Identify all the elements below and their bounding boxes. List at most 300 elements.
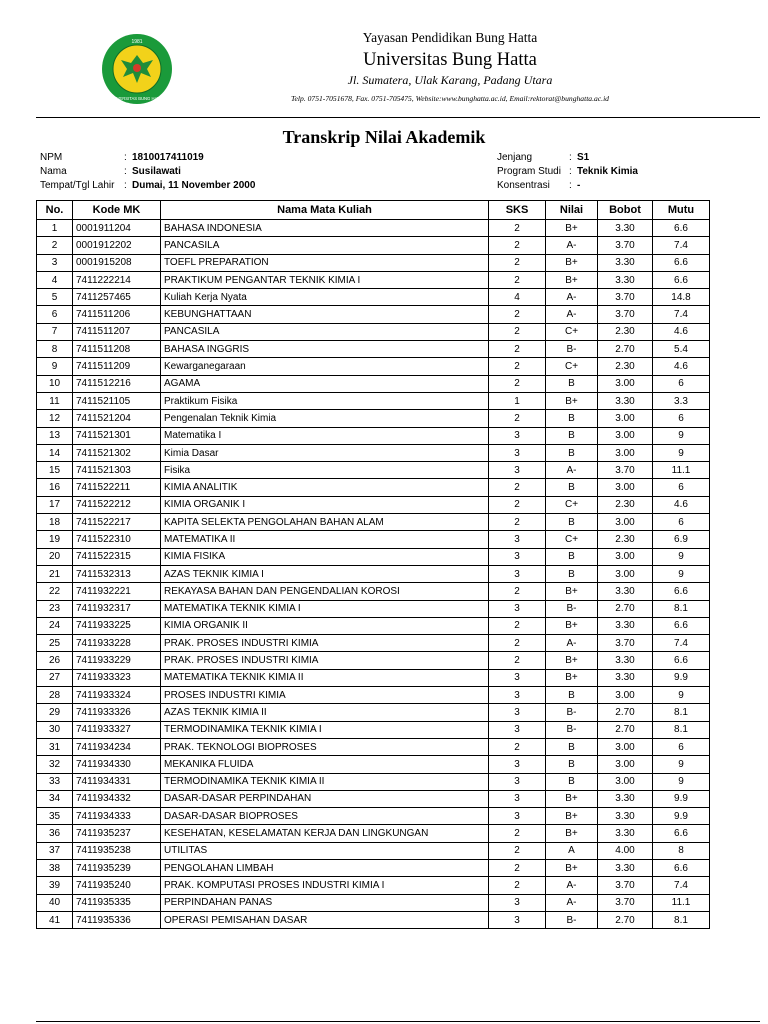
cell-no: 5 [37,289,73,306]
cell-grade: B+ [546,825,598,842]
cell-weight: 2.30 [598,358,653,375]
cell-no: 39 [37,877,73,894]
cell-quality: 4.6 [653,323,710,340]
cell-grade: B [546,687,598,704]
cell-grade: B- [546,721,598,738]
cell-credits: 2 [489,358,546,375]
cell-credits: 3 [489,704,546,721]
cell-weight: 3.00 [598,773,653,790]
cell-course-name: UTILITAS [161,842,489,859]
foundation-name: Yayasan Pendidikan Bung Hatta [362,30,538,45]
logo-text: UNIVERSITAS BUNG HATTA [109,96,165,101]
table-header-row [37,201,710,220]
cell-credits: 2 [489,825,546,842]
cell-credits: 2 [489,496,546,513]
table-row [37,738,710,755]
cell-weight: 3.30 [598,790,653,807]
cell-credits: 2 [489,842,546,859]
birth-value: Dumai, 11 November 2000 [132,180,256,191]
cell-weight: 3.30 [598,220,653,237]
table-row [37,565,710,582]
name-value: Susilawati [132,166,181,177]
cell-course-code: 7411935336 [73,911,161,928]
cell-credits: 2 [489,323,546,340]
cell-course-code: 7411935240 [73,877,161,894]
cell-weight: 3.30 [598,825,653,842]
name-label: Nama [40,166,67,177]
cell-no: 33 [37,773,73,790]
cell-course-name: Praktikum Fisika [161,392,489,409]
cell-weight: 3.70 [598,289,653,306]
table-row [37,289,710,306]
cell-no: 3 [37,254,73,271]
table-row [37,652,710,669]
cell-weight: 3.70 [598,462,653,479]
cell-grade: A- [546,237,598,254]
cell-quality: 6 [653,479,710,496]
table-row [37,825,710,842]
program-info [497,151,638,193]
cell-grade: B- [546,911,598,928]
cell-course-name: KAPITA SELEKTA PENGOLAHAN BAHAN ALAM [161,514,489,531]
cell-credits: 3 [489,462,546,479]
cell-weight: 2.30 [598,496,653,513]
cell-credits: 2 [489,220,546,237]
university-name: Universitas Bung Hatta [363,50,537,70]
cell-weight: 3.00 [598,565,653,582]
cell-weight: 2.70 [598,911,653,928]
table-row [37,375,710,392]
cell-no: 13 [37,427,73,444]
university-address: Jl. Sumatera, Ulak Karang, Padang Utara [347,73,553,87]
cell-quality: 11.1 [653,894,710,911]
table-row [37,220,710,237]
cell-grade: B+ [546,583,598,600]
cell-credits: 2 [489,583,546,600]
cell-grade: C+ [546,358,598,375]
table-row [37,271,710,288]
cell-course-code: 7411522212 [73,496,161,513]
cell-course-name: KIMIA ORGANIK I [161,496,489,513]
cell-grade: B+ [546,254,598,271]
cell-credits: 3 [489,687,546,704]
header-no: No. [37,201,73,220]
table-row [37,808,710,825]
cell-no: 28 [37,687,73,704]
cell-quality: 11.1 [653,462,710,479]
cell-course-code: 7411932317 [73,600,161,617]
cell-course-code: 0001915208 [73,254,161,271]
cell-quality: 9 [653,687,710,704]
cell-no: 37 [37,842,73,859]
cell-course-name: PROSES INDUSTRI KIMIA [161,687,489,704]
cell-grade: A- [546,894,598,911]
cell-quality: 7.4 [653,635,710,652]
cell-credits: 2 [489,877,546,894]
cell-quality: 8.1 [653,721,710,738]
separator: : [124,166,127,177]
table-row [37,911,710,928]
separator: : [569,152,572,163]
cell-credits: 3 [489,756,546,773]
table-row [37,704,710,721]
table-row [37,548,710,565]
cell-grade: B+ [546,859,598,876]
header-divider [36,117,760,118]
cell-no: 16 [37,479,73,496]
cell-quality: 7.4 [653,877,710,894]
concentration-label: Konsentrasi [497,180,550,191]
university-contact: Telp. 0751-7051678, Fax. 0751-705475, Website:www.bunghatta.ac.id, Email:rektorat@bunghatta.ac.id [291,94,609,103]
table-row [37,410,710,427]
cell-quality: 4.6 [653,358,710,375]
cell-weight: 3.30 [598,669,653,686]
cell-no: 31 [37,738,73,755]
cell-credits: 2 [489,635,546,652]
cell-course-code: 7411933225 [73,617,161,634]
cell-course-code: 7411935239 [73,859,161,876]
cell-credits: 2 [489,271,546,288]
table-row [37,635,710,652]
cell-course-code: 7411935335 [73,894,161,911]
cell-credits: 3 [489,808,546,825]
cell-weight: 2.70 [598,600,653,617]
cell-course-code: 7411933229 [73,652,161,669]
cell-weight: 3.00 [598,375,653,392]
cell-grade: A [546,842,598,859]
cell-credits: 2 [489,254,546,271]
cell-quality: 6 [653,375,710,392]
cell-course-code: 7411257465 [73,289,161,306]
table-row [37,894,710,911]
header-course-code: Kode MK [73,201,161,220]
cell-quality: 6.6 [653,652,710,669]
table-row [37,392,710,409]
table-row [37,254,710,271]
cell-quality: 5.4 [653,341,710,358]
cell-grade: B [546,444,598,461]
cell-course-name: BAHASA INGGRIS [161,341,489,358]
cell-course-code: 7411934332 [73,790,161,807]
cell-course-name: Kewarganegaraan [161,358,489,375]
npm-label: NPM [40,152,63,163]
student-info [40,151,255,193]
cell-weight: 3.70 [598,877,653,894]
cell-no: 34 [37,790,73,807]
cell-course-name: PENGOLAHAN LIMBAH [161,859,489,876]
table-row [37,669,710,686]
cell-quality: 8.1 [653,704,710,721]
cell-course-code: 7411933327 [73,721,161,738]
cell-no: 21 [37,565,73,582]
header-course-name: Nama Mata Kuliah [161,201,489,220]
cell-credits: 2 [489,306,546,323]
cell-weight: 3.00 [598,548,653,565]
table-row [37,341,710,358]
table-row [37,427,710,444]
cell-credits: 3 [489,444,546,461]
cell-course-code: 7411511209 [73,358,161,375]
separator: : [124,152,127,163]
cell-no: 41 [37,911,73,928]
study-label: Program Studi [497,166,561,177]
level-label: Jenjang [497,152,533,163]
cell-credits: 2 [489,479,546,496]
cell-course-code: 7411521302 [73,444,161,461]
cell-weight: 2.30 [598,323,653,340]
cell-no: 7 [37,323,73,340]
cell-grade: B [546,410,598,427]
logo-year: 1981 [131,39,143,45]
cell-no: 19 [37,531,73,548]
cell-no: 23 [37,600,73,617]
cell-course-code: 7411935238 [73,842,161,859]
cell-course-name: MATEMATIKA II [161,531,489,548]
cell-grade: A- [546,306,598,323]
separator: : [569,180,572,191]
cell-no: 36 [37,825,73,842]
cell-weight: 4.00 [598,842,653,859]
cell-no: 12 [37,410,73,427]
birth-label: Tempat/Tgl Lahir [40,180,115,191]
cell-course-code: 7411511208 [73,341,161,358]
cell-credits: 2 [489,410,546,427]
cell-course-code: 7411512216 [73,375,161,392]
cell-quality: 8 [653,842,710,859]
cell-course-code: 7411934331 [73,773,161,790]
cell-no: 22 [37,583,73,600]
table-row [37,877,710,894]
cell-course-code: 7411935237 [73,825,161,842]
cell-weight: 3.00 [598,687,653,704]
cell-course-name: MATEMATIKA TEKNIK KIMIA I [161,600,489,617]
cell-no: 25 [37,635,73,652]
cell-weight: 3.00 [598,444,653,461]
cell-course-name: PRAK. KOMPUTASI PROSES INDUSTRI KIMIA I [161,877,489,894]
cell-weight: 3.70 [598,237,653,254]
cell-credits: 2 [489,652,546,669]
cell-no: 18 [37,514,73,531]
header-credits: SKS [489,201,546,220]
cell-weight: 3.30 [598,254,653,271]
cell-grade: B+ [546,392,598,409]
separator: : [569,166,572,177]
cell-grade: B [546,756,598,773]
cell-weight: 3.00 [598,410,653,427]
cell-course-name: MEKANIKA FLUIDA [161,756,489,773]
cell-credits: 2 [489,738,546,755]
cell-course-code: 7411934333 [73,808,161,825]
cell-credits: 3 [489,548,546,565]
cell-grade: B+ [546,220,598,237]
cell-weight: 3.30 [598,808,653,825]
cell-quality: 7.4 [653,237,710,254]
cell-grade: C+ [546,531,598,548]
header-grade: Nilai [546,201,598,220]
cell-course-name: AZAS TEKNIK KIMIA II [161,704,489,721]
cell-course-name: KIMIA ANALITIK [161,479,489,496]
cell-course-code: 7411521105 [73,392,161,409]
cell-quality: 9.9 [653,669,710,686]
cell-quality: 9 [653,444,710,461]
cell-course-name: Matematika I [161,427,489,444]
separator: : [124,180,127,191]
cell-grade: B [546,514,598,531]
cell-weight: 2.70 [598,721,653,738]
table-row [37,790,710,807]
table-row [37,859,710,876]
cell-course-code: 7411933324 [73,687,161,704]
grades-table [36,200,710,929]
cell-grade: A- [546,877,598,894]
cell-weight: 3.30 [598,271,653,288]
cell-grade: B+ [546,617,598,634]
cell-no: 6 [37,306,73,323]
cell-course-name: KIMIA ORGANIK II [161,617,489,634]
table-row [37,687,710,704]
cell-no: 17 [37,496,73,513]
cell-no: 35 [37,808,73,825]
cell-grade: B [546,738,598,755]
cell-quality: 7.4 [653,306,710,323]
cell-course-name: REKAYASA BAHAN DAN PENGENDALIAN KOROSI [161,583,489,600]
cell-grade: B+ [546,790,598,807]
cell-no: 30 [37,721,73,738]
cell-course-code: 7411511206 [73,306,161,323]
cell-weight: 3.00 [598,427,653,444]
cell-quality: 8.1 [653,911,710,928]
cell-credits: 2 [489,375,546,392]
cell-credits: 4 [489,289,546,306]
cell-course-code: 7411521301 [73,427,161,444]
cell-no: 32 [37,756,73,773]
cell-weight: 3.00 [598,479,653,496]
cell-weight: 2.70 [598,341,653,358]
cell-grade: A- [546,635,598,652]
cell-grade: B+ [546,271,598,288]
cell-course-name: PRAK. PROSES INDUSTRI KIMIA [161,635,489,652]
cell-course-code: 7411522217 [73,514,161,531]
cell-course-code: 7411521303 [73,462,161,479]
cell-credits: 2 [489,617,546,634]
cell-course-name: PRAK. PROSES INDUSTRI KIMIA [161,652,489,669]
cell-quality: 9 [653,565,710,582]
cell-course-code: 0001912202 [73,237,161,254]
cell-no: 9 [37,358,73,375]
cell-course-code: 7411933323 [73,669,161,686]
cell-quality: 9.9 [653,808,710,825]
cell-weight: 3.70 [598,894,653,911]
cell-credits: 3 [489,894,546,911]
cell-quality: 6.6 [653,859,710,876]
cell-grade: B- [546,600,598,617]
cell-quality: 6.9 [653,531,710,548]
cell-no: 29 [37,704,73,721]
cell-quality: 6 [653,410,710,427]
cell-no: 2 [37,237,73,254]
cell-no: 15 [37,462,73,479]
cell-grade: A- [546,462,598,479]
cell-course-name: KESEHATAN, KESELAMATAN KERJA DAN LINGKUNGAN [161,825,489,842]
cell-course-name: PRAK. TEKNOLOGI BIOPROSES [161,738,489,755]
cell-no: 40 [37,894,73,911]
cell-grade: B+ [546,652,598,669]
cell-quality: 6.6 [653,617,710,634]
cell-course-code: 7411933228 [73,635,161,652]
cell-quality: 8.1 [653,600,710,617]
cell-credits: 3 [489,565,546,582]
cell-quality: 6.6 [653,583,710,600]
cell-credits: 3 [489,911,546,928]
cell-course-code: 0001911204 [73,220,161,237]
table-row [37,600,710,617]
cell-quality: 14.8 [653,289,710,306]
table-row [37,531,710,548]
cell-quality: 6.6 [653,825,710,842]
cell-weight: 2.30 [598,531,653,548]
cell-credits: 3 [489,600,546,617]
cell-course-code: 7411511207 [73,323,161,340]
cell-quality: 6 [653,514,710,531]
cell-credits: 3 [489,531,546,548]
npm-value: 1810017411019 [132,152,204,163]
cell-quality: 9 [653,756,710,773]
cell-grade: B [546,773,598,790]
cell-course-name: PRAKTIKUM PENGANTAR TEKNIK KIMIA I [161,271,489,288]
cell-course-name: TOEFL PREPARATION [161,254,489,271]
cell-grade: C+ [546,496,598,513]
cell-grade: C+ [546,323,598,340]
cell-course-name: TERMODINAMIKA TEKNIK KIMIA II [161,773,489,790]
cell-grade: B [546,427,598,444]
cell-weight: 3.70 [598,635,653,652]
table-row [37,462,710,479]
cell-no: 1 [37,220,73,237]
cell-course-name: MATEMATIKA TEKNIK KIMIA II [161,669,489,686]
cell-grade: B [546,375,598,392]
table-row [37,479,710,496]
table-row [37,842,710,859]
cell-course-code: 7411521204 [73,410,161,427]
cell-course-name: OPERASI PEMISAHAN DASAR [161,911,489,928]
cell-course-name: AGAMA [161,375,489,392]
cell-course-name: PERPINDAHAN PANAS [161,894,489,911]
cell-credits: 3 [489,721,546,738]
cell-course-name: AZAS TEKNIK KIMIA I [161,565,489,582]
cell-quality: 4.6 [653,496,710,513]
cell-no: 4 [37,271,73,288]
study-value: Teknik Kimia [577,166,638,177]
cell-credits: 1 [489,392,546,409]
cell-grade: B- [546,341,598,358]
cell-credits: 2 [489,341,546,358]
document-title: Transkrip Nilai Akademik [282,127,486,147]
cell-credits: 2 [489,514,546,531]
cell-course-name: BAHASA INDONESIA [161,220,489,237]
cell-course-name: KEBUNGHATTAAN [161,306,489,323]
table-row [37,617,710,634]
grades-body [37,220,710,929]
level-value: S1 [577,152,590,163]
cell-course-code: 7411934234 [73,738,161,755]
cell-course-code: 7411222214 [73,271,161,288]
cell-course-code: 7411522315 [73,548,161,565]
cell-course-name: Kuliah Kerja Nyata [161,289,489,306]
cell-grade: B [546,479,598,496]
table-row [37,514,710,531]
cell-weight: 3.70 [598,306,653,323]
cell-no: 8 [37,341,73,358]
